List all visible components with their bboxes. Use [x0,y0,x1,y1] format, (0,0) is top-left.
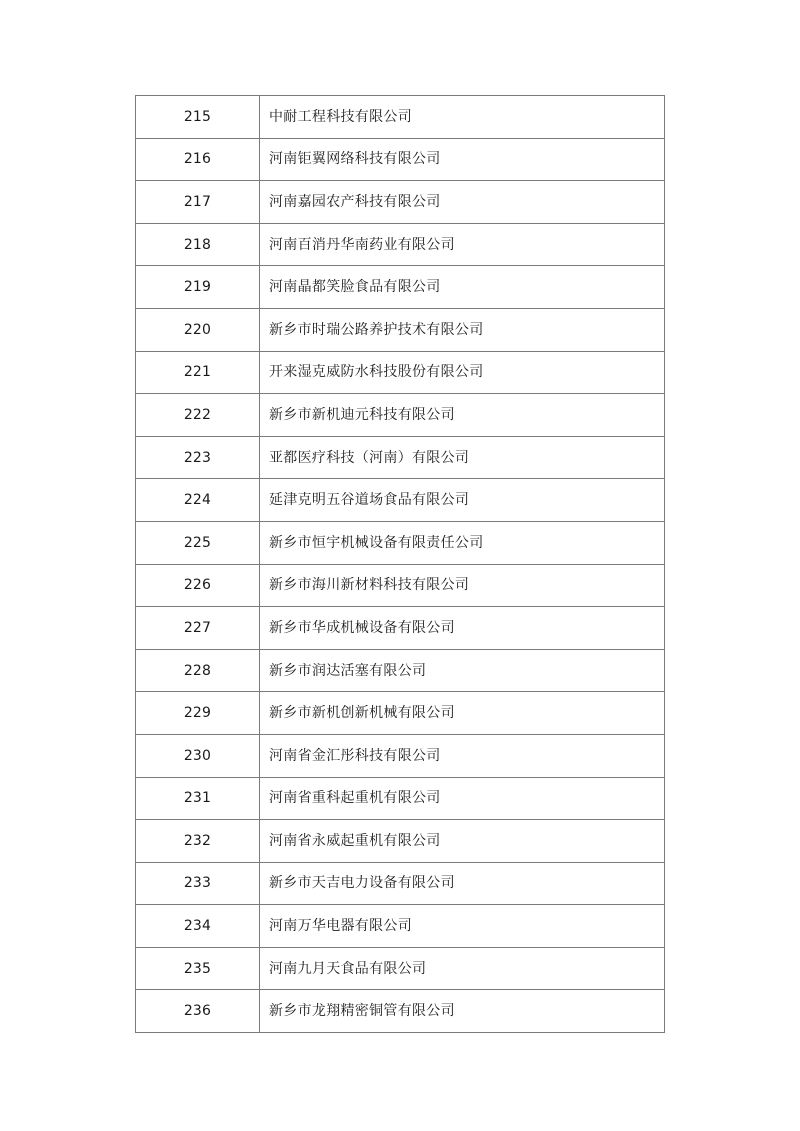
table-row [136,521,665,564]
row-index: 225 [136,521,260,564]
table-row [136,649,665,692]
company-name: 中耐工程科技有限公司 [260,96,665,139]
company-name: 亚都医疗科技（河南）有限公司 [260,436,665,479]
company-name: 新乡市海川新材料科技有限公司 [260,564,665,607]
company-name: 延津克明五谷道场食品有限公司 [260,479,665,522]
table-row [136,436,665,479]
table-row [136,905,665,948]
row-index: 236 [136,990,260,1033]
row-index: 218 [136,223,260,266]
table-body [136,96,665,1033]
table-row [136,266,665,309]
company-list-table [135,95,665,1033]
company-name: 新乡市龙翔精密铜管有限公司 [260,990,665,1033]
row-index: 220 [136,308,260,351]
company-name: 河南晶都笑脸食品有限公司 [260,266,665,309]
table-row [136,820,665,863]
row-index: 216 [136,138,260,181]
company-name: 新乡市新机迪元科技有限公司 [260,394,665,437]
company-name: 新乡市时瑞公路养护技术有限公司 [260,308,665,351]
company-name: 新乡市恒宇机械设备有限责任公司 [260,521,665,564]
row-index: 232 [136,820,260,863]
row-index: 226 [136,564,260,607]
row-index: 228 [136,649,260,692]
row-index: 231 [136,777,260,820]
row-index: 215 [136,96,260,139]
company-name: 河南百消丹华南药业有限公司 [260,223,665,266]
company-name: 河南万华电器有限公司 [260,905,665,948]
table-row [136,862,665,905]
company-name: 新乡市华成机械设备有限公司 [260,607,665,650]
table-row [136,351,665,394]
company-name: 河南九月天食品有限公司 [260,947,665,990]
table-row [136,564,665,607]
company-name: 新乡市润达活塞有限公司 [260,649,665,692]
row-index: 222 [136,394,260,437]
table-row [136,394,665,437]
company-name: 河南省永威起重机有限公司 [260,820,665,863]
row-index: 227 [136,607,260,650]
table-row [136,96,665,139]
table-row [136,138,665,181]
company-name: 河南省金汇彤科技有限公司 [260,734,665,777]
table-row [136,990,665,1033]
table-row [136,181,665,224]
company-name: 新乡市新机创新机械有限公司 [260,692,665,735]
table-row [136,734,665,777]
row-index: 233 [136,862,260,905]
table-row [136,607,665,650]
company-name: 开来湿克威防水科技股份有限公司 [260,351,665,394]
company-name: 河南嘉园农产科技有限公司 [260,181,665,224]
table-row [136,479,665,522]
table-row [136,777,665,820]
row-index: 224 [136,479,260,522]
company-name: 河南省重科起重机有限公司 [260,777,665,820]
row-index: 234 [136,905,260,948]
table-row [136,223,665,266]
table-row [136,308,665,351]
row-index: 219 [136,266,260,309]
table-row [136,692,665,735]
row-index: 229 [136,692,260,735]
table-row [136,947,665,990]
row-index: 235 [136,947,260,990]
row-index: 223 [136,436,260,479]
company-name: 新乡市天吉电力设备有限公司 [260,862,665,905]
row-index: 230 [136,734,260,777]
row-index: 217 [136,181,260,224]
row-index: 221 [136,351,260,394]
company-name: 河南钜翼网络科技有限公司 [260,138,665,181]
